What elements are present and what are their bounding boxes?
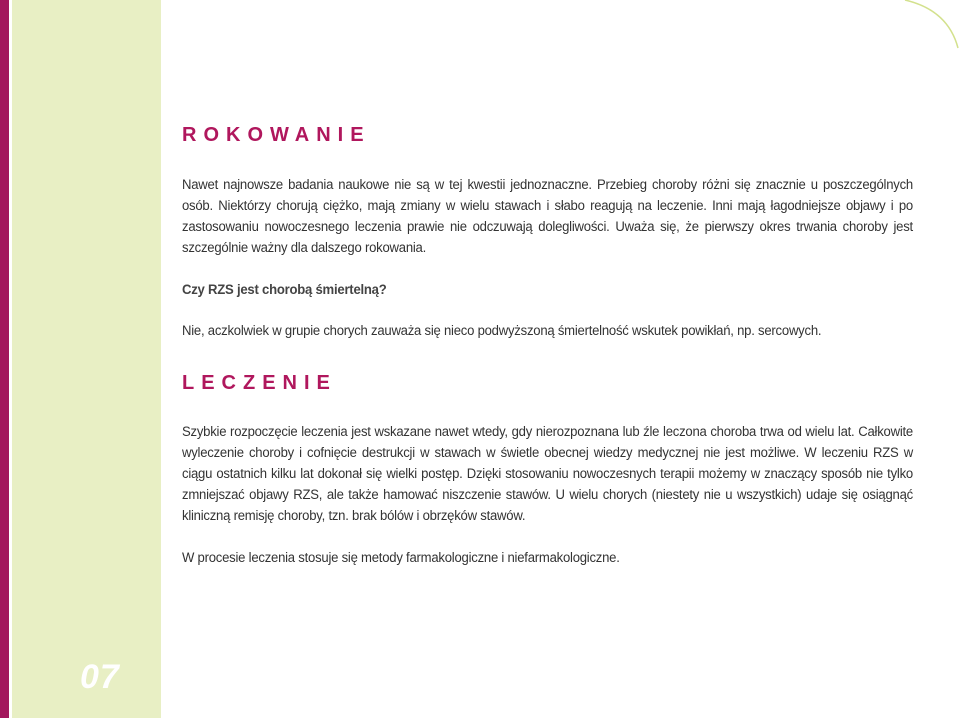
prognosis-paragraph: Nawet najnowsze badania naukowe nie są w tej kwestii jednoznaczne. Przebieg choroby różni się znacznie u poszczególnych osób. Niektórzy chorują ciężko, mają zmiany w wielu stawach i słabo reagują na leczenie. Inni mają łagodniejsze objawy i po zastosowaniu nowoczesnego leczenia prawie nie odczuwają dolegliwości. Uważa się, że pierwszy okres trwania choroby jest szczególnie ważny dla dalszego rokowania. — [182, 176, 913, 255]
document-body — [182, 118, 912, 568]
treatment-paragraph: Szybkie rozpoczęcie leczenia jest wskazane nawet wtedy, gdy nierozpoznana lub źle leczona choroba trwa od wielu lat. Całkowite wyleczenie choroby i cofnięcie destrukcji w stawach w świetle obecnej wiedzy medycznej nie jest możliwe. W leczeniu RZS w ciągu ostatnich kilku lat dokonał się wielki postęp. Dzięki stosowaniu nowoczesnych terapii możemy w znaczący sposób nie tylko zmniejszać objawy RZS, ale także hamować niszczenie stawów. U wielu chorych (niestety nie u wszystkich) udaje się osiągnąć kliniczną remisję choroby, tzn. brak bólów i obrzęków stawów. — [182, 423, 913, 523]
section-heading-treatment: LECZENIE — [182, 372, 337, 394]
question-answer: Nie, aczkolwiek w grupie chorych zauważa się nieco podwyższoną śmiertelność wskutek powikłań, np. sercowych. — [182, 322, 822, 338]
question-heading: Czy RZS jest chorobą śmiertelną? — [182, 281, 387, 297]
margin-stripe-magenta — [0, 0, 9, 718]
treatment-methods-paragraph: W procesie leczenia stosuje się metody farmakologiczne i niefarmakologiczne. — [182, 549, 620, 565]
page-number: 07 — [80, 658, 120, 696]
margin-sidebar-green — [12, 0, 161, 718]
section-heading-prognosis: ROKOWANIE — [182, 124, 371, 146]
